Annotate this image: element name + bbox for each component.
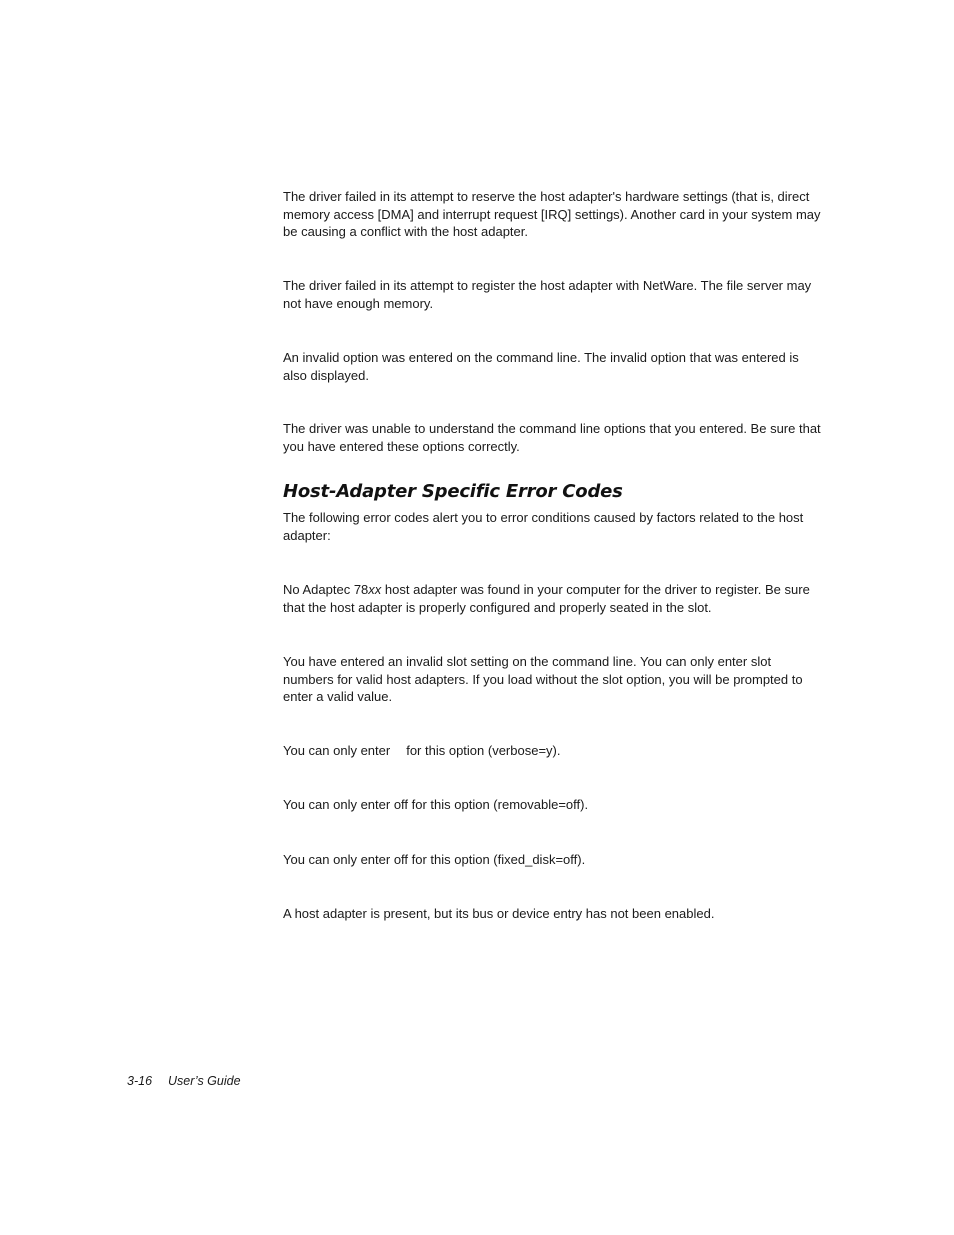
paragraph-command-line: The driver was unable to understand the command line options that you entered. Be sure that you have entered these options correctly. <box>283 421 821 454</box>
paragraph-removable: You can only enter off for this option (removable=off). <box>283 797 589 812</box>
no-adapter-text-start: No Adaptec 78 <box>283 582 369 597</box>
page-number: 3-16 <box>127 1074 153 1088</box>
paragraph-invalid-slot: You have entered an invalid slot setting on the command line. You can only enter slot numbers for valid host adapters. If you load without the slot option, you will be prompted to enter a valid value. <box>283 654 803 704</box>
verbose-text-start: You can only enter <box>283 743 391 758</box>
page-footer <box>127 1074 241 1088</box>
paragraph-reserve-settings: The driver failed in its attempt to reserve the host adapter's hardware settings (that is, direct memory access [DMA] and interrupt request [IRQ] settings). Another card in your system may be causing a conflict with the host adapter. <box>283 189 821 239</box>
paragraph-invalid-option: An invalid option was entered on the command line. The invalid option that was entered is also displayed. <box>283 350 799 383</box>
paragraph-verbose <box>283 742 823 760</box>
paragraph-fixed-disk: You can only enter off for this option (fixed_disk=off). <box>283 852 586 867</box>
verbose-text-end: for this option (verbose=y). <box>406 743 561 758</box>
paragraph-no-adapter <box>283 581 823 616</box>
paragraph-register-netware: The driver failed in its attempt to register the host adapter with NetWare. The file server may not have enough memory. <box>283 278 812 311</box>
guide-title: User’s Guide <box>168 1074 241 1088</box>
no-adapter-text-end: host adapter was found in your computer for the driver to register. Be sure that the host adapter is properly configured and properly seated in the slot. <box>283 582 810 615</box>
section-intro: The following error codes alert you to error conditions caused by factors related to the host adapter: <box>283 510 804 543</box>
no-adapter-model-suffix: xx <box>368 582 382 597</box>
paragraph-not-enabled: A host adapter is present, but its bus or device entry has not been enabled. <box>283 906 715 921</box>
section-heading: Host-Adapter Specific Error Codes <box>283 481 623 502</box>
